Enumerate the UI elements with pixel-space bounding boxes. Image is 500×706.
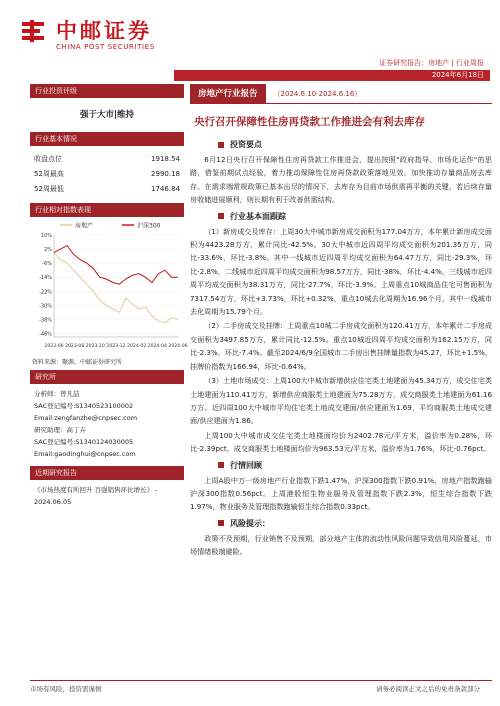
basic-info-title: 行业基本情况 [30, 132, 184, 146]
y-tick-label: 2% [44, 247, 52, 254]
section-heading: 投资要点 [218, 139, 492, 150]
legend-label: 沪深300 [137, 222, 161, 230]
basic-value: 1746.84 [151, 185, 180, 193]
analyst-line: SAC登记编号:S1340523100002 [34, 402, 134, 410]
analyst-line: SAC登记编号:S1340124030005 [34, 438, 134, 446]
y-tick-label: -6% [42, 261, 52, 268]
bullet-icon [218, 520, 224, 526]
series-line [54, 246, 178, 285]
report-header [0, 0, 500, 67]
paragraph: （3）土地市场成交：上周100大中城市新增供应住宅类土地建面为45.34万方，成交住宅类土地建面为110.41万方，新增供应商服类土地建面为75.28万方，成交商服类土地建面为61.16万方。近四周100大中城市平均住宅类土地成交建面/供应建面为1.69，平均商服类土地成交建面/供应建面为1.86。 [190, 376, 492, 426]
footer-divider [30, 680, 492, 681]
paragraph: 上周A股中万一级房地产行业指数下跌1.47%，沪深300指数下跌0.91%，房地产指数跑输沪深300指数0.56pct。上周港股恒生物业服务及管理指数下跌2.3%，恒生综合指数下跌1.97%，物业服务及管理指数跑输恒生综合指数0.33pct。 [190, 475, 492, 512]
x-tick-label: 2023-12 [106, 344, 126, 349]
paragraph: 上周100大中城市成交住宅类土地楼面均价为2402.78元/平方米，溢价率为0.28%，环比-2.39pct，成交商服类土地楼面均价为963.53元/平方米，溢价率为1.76%，环比-0.76pct。 [190, 430, 492, 454]
y-tick-label: -38% [39, 317, 52, 324]
analyst-list [30, 388, 184, 460]
bullet-icon [218, 462, 224, 468]
x-tick-label: 2023-06 [44, 344, 64, 349]
left-sidebar [30, 84, 188, 508]
basic-row [30, 167, 184, 182]
section-heading: 风险提示： [218, 518, 492, 529]
industry-rating: 强于大市|维持 [79, 110, 135, 120]
basic-value: 1918.54 [151, 155, 180, 163]
section-heading: 行情回顾 [218, 460, 492, 471]
rating-title: 行业投资评级 [30, 84, 184, 98]
breadcrumb: 证券研究报告：房地产 | 行业周报 [379, 59, 484, 67]
report-headline: 央行召开保障性住房再贷款工作推进会有利去库存 [194, 116, 425, 128]
chart-source: 资料来源：聚源，中邮证券研究所 [32, 359, 123, 366]
y-tick-label: -14% [39, 275, 52, 282]
y-tick-label: -22% [39, 289, 52, 296]
paragraph: 政策不及预期，行业销售不及预期，部分地产主体的流动性风险问题导致信用风险蔓延，市场情绪极端避险。 [190, 533, 492, 557]
bullet-icon [218, 213, 224, 219]
analyst-line: 研究助理：高丁卉 [34, 426, 86, 434]
x-tick-label: 2023-10 [85, 344, 105, 349]
company-name-en: CHINA POST SECURITIES [56, 43, 155, 51]
main-content [190, 84, 492, 560]
footer-right: 请务必阅读正文之后的免责条款部分 [376, 685, 480, 693]
report-title-bar [190, 84, 492, 104]
analyst-line: 分析师：曾凡喆 [34, 390, 80, 398]
y-tick-label: -30% [39, 303, 52, 310]
x-tick-label: 2024-02 [127, 344, 147, 349]
recent-report-link[interactable]: 《市场热度有所回升 百强销售环比增长》 - 2024.06.05 [34, 486, 158, 506]
bullet-icon [218, 142, 224, 148]
x-tick-label: 2023-08 [65, 344, 85, 349]
paragraph: （1）新房成交及库存：上周30大中城市新房成交面积为177.04万方，本年累计新房成交面积为4423.28万方，累计同比-42.5%。30大中城市近四周平均成交面积为201.35万方，同比-33.6%，环比-3.8%。其中一线城市近四周平均成交面积为64.47万方，同比-29.3%，环比-2.8%，二线城市近四周平均成交面积为98.57万方，同比-38%，环比-4.4%，三线城市近四周平均成交面积为38.31万方，同比-27.7%，环比-3.9%。上周重点10城商品住宅可售面积为7317.54万方，环比+3.73%，环比+0.32%，重点10城去化周期为16.96个月，其中一线城市去化周期为15.79个月。 [190, 226, 492, 317]
section-heading: 行业基本面跟踪 [218, 211, 492, 222]
report-type-tag: 房地产行业报告 [190, 84, 266, 104]
report-date: 2024年6月18日 [174, 70, 490, 81]
analyst-email[interactable]: Email:zengfanzhe@cnpsec.com [34, 414, 138, 422]
basic-row [30, 152, 184, 167]
y-tick-label: -46% [39, 331, 52, 338]
performance-chart [30, 217, 188, 357]
footer-left: 市场有风险，投资需谨慎 [30, 685, 102, 693]
company-name: 中邮证券 [56, 19, 152, 43]
basic-value: 2990.18 [151, 170, 180, 178]
analyst-email[interactable]: Email:gaodinghui@cnpsec.com [34, 450, 136, 458]
basic-info-table [30, 152, 184, 197]
paragraph: 6月12日央行召开保障性住房再贷款工作推进会，提出按照"政府指导、市场化运作"的思路，借鉴前期试点经验，着力推动保障性住房再贷款政策落地见效，加快推动存量商品房去库存。在需求端常规政策已基本出尽的情况下，去库存为目前市场供需再平衡的关键，若后续存量房收储进展顺利，则长期有利于改善供需结构。 [190, 155, 492, 205]
basic-label: 52周最高 [34, 170, 64, 178]
x-tick-label: 2024-04 [147, 344, 167, 349]
report-range: （2024.6.10-2024.6.16） [273, 89, 362, 98]
china-post-logo-icon [20, 18, 46, 44]
performance-chart-svg [30, 217, 188, 357]
recent-reports-title: 近期研究报告 [30, 466, 184, 480]
analyst-title: 研究所 [30, 370, 184, 384]
legend-label: 房地产 [75, 222, 94, 230]
basic-label: 收盘点位 [34, 155, 62, 163]
y-tick-label: 10% [40, 233, 52, 239]
x-tick-label: 2024-06 [168, 344, 188, 349]
paragraph: （2）二手房成交及挂牌：上周重点10城二手房成交面积为120.41万方，本年累计二手房成交面积为3497.85万方，累计同比-12.5%。重点10城近四周平均成交面积为162.15万方，同比-2.3%，环比-7.4%。截至2024/6/9全国城市二手房出售挂牌量指数为45.27，环比+1.5%，挂牌价指数为166.94，环比-0.64%。 [190, 321, 492, 371]
performance-title: 行业相对指数表现 [30, 203, 184, 217]
basic-label: 52周最低 [34, 185, 64, 193]
basic-row [30, 182, 184, 197]
